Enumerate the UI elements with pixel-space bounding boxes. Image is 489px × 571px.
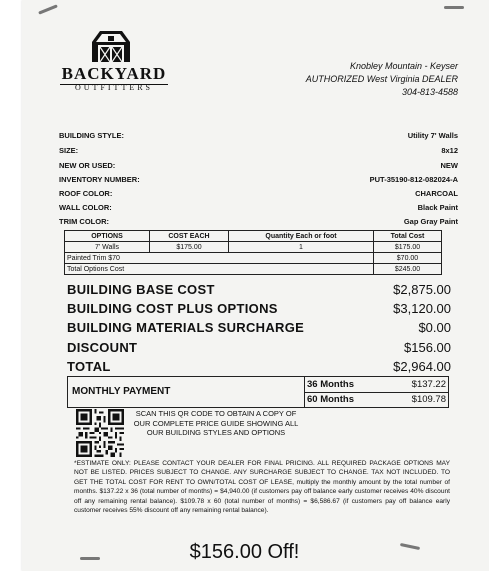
summary-label: BUILDING BASE COST — [67, 282, 215, 297]
option-qty: 1 — [229, 242, 374, 253]
spec-roof-color — [59, 189, 458, 201]
table-header-row — [65, 231, 442, 242]
summary-value: $2,875.00 — [393, 282, 451, 297]
fine-print: *ESTIMATE ONLY: PLEASE CONTACT YOUR DEALER FOR FINAL PRICING. ALL REQUIRED PACKAGE OPTIONS MAY NOT BE LISTED. PRICES SUBJECT TO CHANGE. ANY SURCHARGE SUBJECT TO CHANGE. TAX NOT INCLUDED. TO GET THE TOTAL COST FOR RENT TO OWN/TOTAL COST OF LEASE, multiply the monthly amount by the total number of months. $137.22 x 36 (total number of months) = $4,940.00 (if customers pay off balance early customer receives 40% discount off any remaining rental balance). $109.78 x 60 (total number of months) = $6,586.67 (if customers pay off balance early customer receives 55% discount off any remaining rental balance). — [74, 460, 450, 515]
table-total-row — [65, 264, 442, 275]
plan-amount: $137.22 — [411, 379, 446, 390]
base-cost-row — [67, 282, 451, 300]
dealer-phone: 304-813-4588 — [401, 87, 458, 97]
spec-label: INVENTORY NUMBER: — [59, 175, 140, 184]
spec-label: WALL COLOR: — [59, 203, 112, 212]
summary-value: $2,964.00 — [393, 359, 451, 374]
spec-wall-color — [59, 203, 458, 215]
monthly-payment-box — [67, 376, 449, 408]
spec-label: TRIM COLOR: — [59, 217, 109, 226]
summary-value: $3,120.00 — [393, 301, 451, 316]
spec-new-or-used — [59, 161, 458, 173]
spec-value: NEW — [440, 161, 458, 170]
spec-value: CHARCOAL — [415, 189, 458, 198]
spec-building-style — [59, 131, 458, 143]
plan-row — [305, 377, 449, 393]
column-header: COST EACH — [150, 231, 229, 242]
monthly-payment-label: MONTHLY PAYMENT — [72, 386, 171, 397]
plan-row — [305, 392, 449, 407]
summary-label: BUILDING MATERIALS SURCHARGE — [67, 320, 305, 335]
column-header: OPTIONS — [65, 231, 150, 242]
dealer-name: Knobley Mountain - Keyser — [349, 61, 458, 71]
spec-trim-color — [59, 217, 458, 229]
spec-label: SIZE: — [59, 146, 79, 155]
spec-value: Utility 7' Walls — [407, 131, 458, 140]
spec-size — [59, 146, 458, 158]
options-table — [64, 230, 442, 275]
dealer-authorized: AUTHORIZED West Virginia DEALER — [305, 74, 458, 84]
summary-label: DISCOUNT — [67, 340, 138, 355]
column-header: Total Cost — [374, 231, 442, 242]
column-header: Quantity Each or foot — [229, 231, 374, 242]
spec-label: ROOF COLOR: — [59, 189, 113, 198]
summary-label: BUILDING COST PLUS OPTIONS — [67, 301, 278, 316]
option-name: 7' Walls — [65, 242, 150, 253]
handwritten-discount-note: $156.00 Off! — [189, 541, 300, 563]
summary-label: TOTAL — [67, 359, 111, 374]
spec-label: BUILDING STYLE: — [59, 131, 124, 140]
surcharge-row — [67, 320, 451, 338]
qr-instructions: SCAN THIS QR CODE TO OBTAIN A COPY OF OUR COMPLETE PRICE GUIDE SHOWING ALL OUR BUILDING STYLES AND OPTIONS — [133, 409, 299, 437]
option-name: Painted Trim $70 — [65, 253, 374, 264]
spec-value: 8x12 — [441, 146, 458, 155]
staple-top-right — [444, 6, 464, 9]
option-total: $70.00 — [374, 253, 442, 264]
total-row — [67, 359, 451, 377]
monthly-plans — [304, 377, 449, 407]
spec-label: NEW OR USED: — [59, 161, 116, 170]
spec-inventory-number — [59, 175, 458, 187]
logo-subtitle: OUTFITTERS — [75, 83, 153, 92]
qr-code-icon[interactable] — [76, 409, 124, 457]
dealer-info — [306, 60, 458, 99]
spec-value: Black Paint — [417, 203, 458, 212]
option-cost: $175.00 — [150, 242, 229, 253]
cost-plus-options-row — [67, 301, 451, 319]
plan-amount: $109.78 — [411, 394, 446, 405]
total-options-value: $245.00 — [374, 264, 442, 275]
discount-row — [67, 340, 451, 358]
barn-icon — [88, 28, 134, 62]
plan-term: 36 Months — [307, 379, 354, 390]
spec-value: Gap Gray Paint — [403, 217, 458, 226]
summary-value: $156.00 — [404, 340, 451, 355]
backyard-outfitters-logo — [58, 28, 170, 90]
option-total: $175.00 — [374, 242, 442, 253]
total-options-label: Total Options Cost — [65, 264, 374, 275]
table-row — [65, 242, 442, 253]
plan-term: 60 Months — [307, 394, 354, 405]
spec-value: PUT-35190-812-082024-A — [369, 175, 458, 184]
logo-wordmark: BACKYARD — [61, 64, 167, 83]
summary-value: $0.00 — [418, 320, 451, 335]
table-row — [65, 253, 442, 264]
